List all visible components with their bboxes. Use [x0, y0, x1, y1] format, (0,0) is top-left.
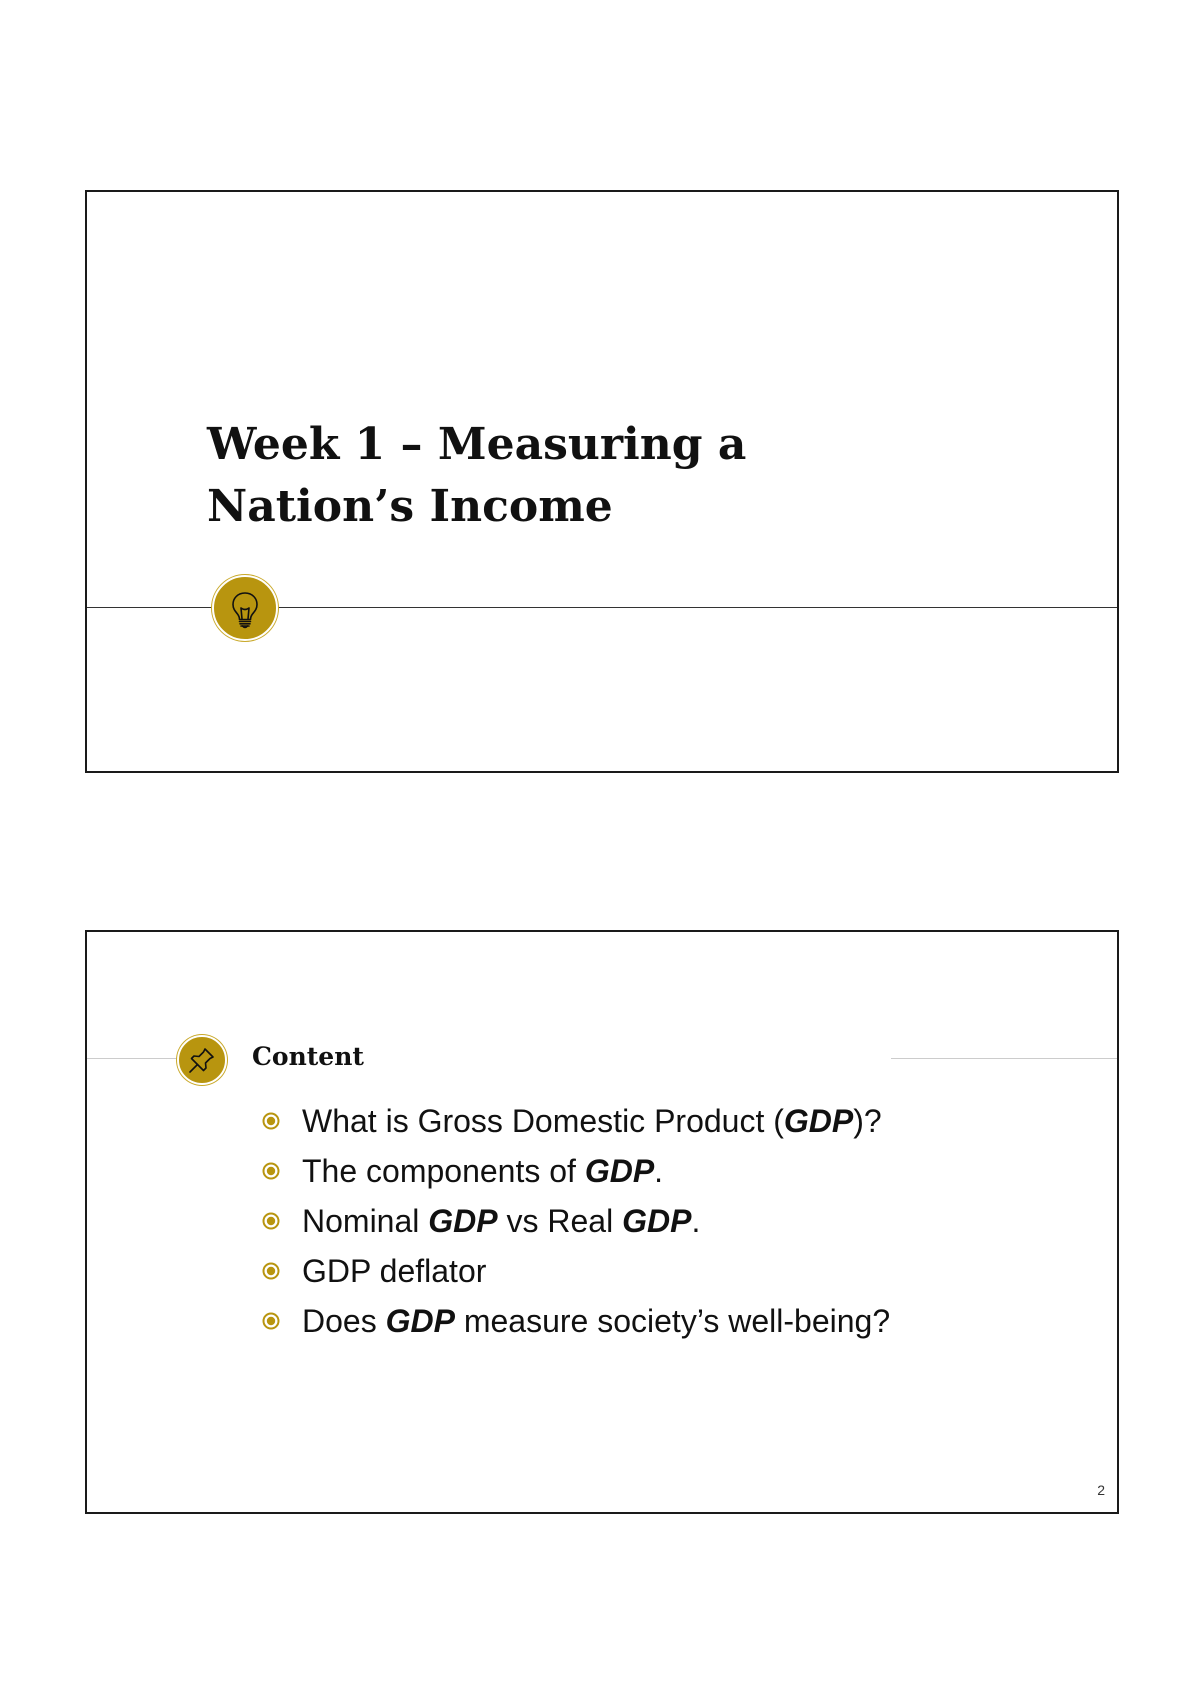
bullet-segment: Nominal — [302, 1203, 429, 1239]
bullet-segment: vs Real — [497, 1203, 623, 1239]
bullet-emphasis: GDP — [783, 1103, 854, 1139]
content-heading: Content — [252, 1042, 364, 1071]
slide-title — [207, 414, 746, 538]
bullet-segment: Does — [302, 1303, 386, 1339]
bullet-text — [302, 1246, 486, 1296]
bullet-segment: . — [654, 1153, 664, 1189]
bullet-text — [302, 1146, 663, 1196]
bullet-segment: measure society’s well-being? — [454, 1303, 891, 1339]
bullet-emphasis: GDP — [584, 1153, 655, 1189]
bullet-segment: )? — [853, 1103, 882, 1139]
bullet-text — [302, 1196, 700, 1246]
bullet-circle-icon — [262, 1112, 280, 1130]
bullet-circle-icon — [262, 1212, 280, 1230]
bullet-circle-icon — [262, 1162, 280, 1180]
pushpin-icon — [177, 1035, 227, 1085]
bullet-text — [302, 1296, 890, 1346]
bullet-segment: What is Gross Domestic Product ( — [302, 1103, 784, 1139]
slide-title-line-1: Week 1 – Measuring a — [207, 419, 747, 470]
bullet-emphasis: GDP — [622, 1203, 692, 1239]
bullet-circle-icon — [262, 1312, 280, 1330]
bullet-segment: The components of — [302, 1153, 585, 1189]
slide-1 — [85, 190, 1119, 773]
bullet-segment: . — [691, 1203, 701, 1239]
lightbulb-icon — [212, 575, 278, 641]
page-number: 2 — [1097, 1482, 1105, 1498]
bullet-text — [302, 1096, 882, 1146]
bullet-circle-icon — [262, 1262, 280, 1280]
bullet-segment: GDP deflator — [302, 1253, 487, 1289]
heading-divider-right — [891, 1058, 1117, 1059]
slide-title-line-2: Nation’s Income — [207, 481, 613, 532]
bullet-emphasis: GDP — [428, 1203, 498, 1239]
bullet-emphasis: GDP — [385, 1303, 455, 1339]
slide-2 — [85, 930, 1119, 1514]
